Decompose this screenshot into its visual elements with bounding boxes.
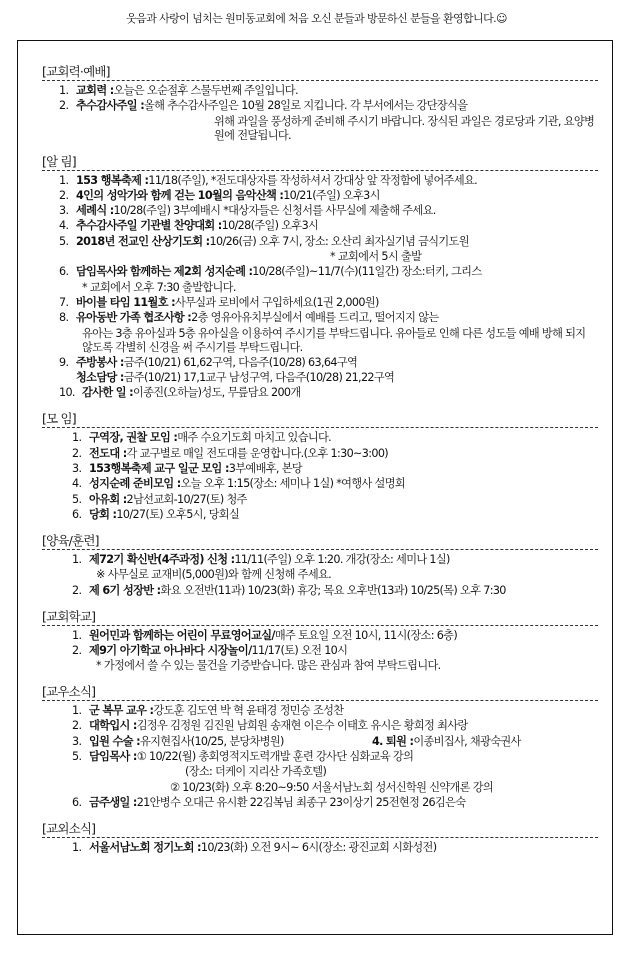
item-label: 서울서남노회 정기노회 : (89, 840, 201, 854)
item-number: 7. (59, 295, 69, 309)
item-number: 4. (72, 477, 82, 491)
section-title-notices: [알 림] (42, 153, 598, 171)
list-item (42, 508, 610, 522)
item-label: 담임목사 : (89, 750, 137, 764)
item-text: 사무실과 로비에서 구입하세요(1권 2,000원) (174, 295, 379, 309)
list-item (42, 462, 610, 476)
notices-list (42, 174, 610, 401)
list-item (42, 553, 610, 567)
item-sub-note: * 교회에서 5시 출발 (330, 250, 422, 264)
list-item (42, 584, 610, 598)
training-list (42, 553, 610, 598)
item-text: 21안병수 오대근 유시환 22김복님 최종구 23이상기 25전현정 26김은숙 (136, 795, 466, 809)
item-text: 11/11(주일) 오후 1:20. 개강(장소: 세미나 1실) (234, 552, 450, 566)
bulletin-content (42, 63, 610, 856)
item-label: 제 6기 성장반 : (89, 583, 161, 597)
item-text: 매주 수요기도회 마치고 있습니다. (177, 431, 332, 445)
item-number: 2. (72, 446, 82, 460)
list-item (42, 265, 610, 279)
item-number: 2. (72, 643, 82, 657)
item-number: 3. (72, 734, 82, 748)
item-label: 추수감사주일 기관별 찬양대회 : (76, 219, 222, 233)
item-text: 10/26(금) 오후 7시, 장소: 오산리 최자실기념 금식기도원 (209, 234, 469, 248)
item-number: 9. (59, 355, 69, 369)
item-text: 10/27(토) 오후5시, 당회실 (116, 507, 240, 521)
list-item (42, 386, 610, 400)
list-item (42, 796, 610, 810)
item-text: 화요 오전반(11과) 10/23(화) 휴강; 목요 오후반(13과) 10/25(목) 오후 7:30 (160, 583, 506, 597)
item-label: 당회 : (89, 507, 117, 521)
section-title-meetings: [모 임] (42, 410, 598, 428)
item-number: 1. (72, 628, 82, 642)
list-item (42, 735, 610, 749)
list-item (42, 644, 610, 658)
item-text: 3부예배후, 본당 (228, 462, 303, 476)
list-item (42, 204, 610, 218)
item-sub-note: * 교회에서 오후 7:30 출발합니다. (82, 280, 236, 294)
item-label: 대학입시 : (89, 719, 137, 733)
item-text: 오늘은 오순절후 스물두번째 주일입니다. (113, 84, 298, 97)
list-item (42, 174, 610, 188)
item-label: 아유회 : (89, 492, 127, 506)
item-text: 2층 영유아유치부실에서 예배를 드리고, 떨어지지 않는 (191, 311, 439, 325)
item-label: 주방봉사 : (76, 355, 124, 369)
list-item (42, 189, 610, 203)
item-number: 2. (72, 719, 82, 733)
list-item (42, 84, 610, 98)
list-item (42, 371, 610, 385)
item-label: 바이블 타임 11월호 : (76, 295, 175, 309)
item-text: 10/28(주일) 3부예배시 *대상자들은 신청서를 사무실에 제출해 주세요. (113, 204, 436, 218)
item-text: 올해 추수감사주일은 10월 28일로 지킵니다. 각 부서에서는 강단장식을 (144, 99, 468, 113)
item-label: 153행복축제 교구 일군 모임 : (89, 462, 229, 476)
welcome-greeting: 웃음과 사랑이 넘치는 원미동교회에 처음 오신 분들과 방문하신 분들을 환영합니다.☺ (126, 12, 507, 25)
item-number: 4. (59, 219, 69, 233)
list-item (42, 719, 610, 733)
item-text: 유지현집사(10/25, 분당차병원) (139, 734, 284, 748)
list-item (42, 99, 610, 113)
item-label: 전도대 : (89, 446, 127, 460)
item-label: 4인의 성악가와 함께 걷는 10월의 음악산책 : (76, 188, 284, 202)
item-text: 11/17(토) 오전 10시 (251, 643, 348, 657)
section-title-training: [양육/훈련] (42, 532, 598, 550)
item-number: 8. (59, 311, 69, 325)
item-text: 각 교구별로 매일 전도대를 운영합니다.(오후 1:30~3:00) (126, 446, 389, 460)
list-item (42, 296, 610, 310)
item-text: 10/23(화) 오전 9시~ 6시(장소: 광진교회 시화성전) (200, 840, 437, 854)
item-number: 2. (59, 99, 69, 113)
item-sub-note: (장소: 더케이 지리산 가족호텔) (185, 765, 327, 779)
item-number: 6. (59, 265, 69, 279)
item-text: 매주 토요일 오전 10시, 11시(장소: 6층) (274, 628, 458, 642)
item-label: 원어민과 함께하는 어린이 무료영어교실/ (89, 628, 275, 642)
item-number: 2. (59, 188, 69, 202)
list-item (42, 477, 610, 491)
item-label: 유아동반 가족 협조사항 : (76, 311, 192, 325)
list-item (42, 356, 610, 370)
item-number: 1. (59, 173, 69, 187)
item-number: 6. (72, 795, 82, 809)
section-title-external: [교외소식] (42, 820, 598, 838)
list-item (42, 219, 610, 233)
item-text: 11/18(주일), *전도대상자를 작성하셔서 강대상 앞 작정함에 넣어주세요. (148, 173, 478, 187)
members-list (42, 704, 610, 810)
item-label: 4. 퇴원 : (371, 734, 414, 748)
list-item (42, 629, 610, 643)
list-item (42, 235, 610, 249)
calendar-list (42, 84, 610, 143)
item-number: 1. (72, 431, 82, 445)
item-number: 6. (72, 507, 82, 521)
list-item (42, 841, 610, 855)
item-text: 이종진(오하늘)성도, 무릎담요 200개 (132, 386, 301, 400)
item-text: 이종비집사, 채광숙권사 (413, 734, 521, 748)
item-text: 김정우 김정원 김진원 남희원 송재현 이은수 이태호 유시은 황희정 최사랑 (136, 719, 468, 733)
item-number: 1. (72, 840, 82, 854)
item-label: 2018년 전교인 산상기도회 : (76, 234, 210, 248)
external-list (42, 841, 610, 855)
item-label: 입원 수술 : (89, 734, 140, 748)
meetings-list (42, 431, 610, 521)
item-text: 10/28(주일) 오후3시 (221, 219, 319, 233)
item-label: 금주생일 : (89, 795, 137, 809)
list-item (42, 447, 610, 461)
item-sub-note: ※ 사무실로 교재비(5,000원)와 함께 신청해 주세요. (96, 568, 332, 582)
item-text: 금주(10/21) 61,62구역, 다음주(10/28) 63,64구역 (123, 355, 358, 369)
item-number: 1. (59, 84, 69, 97)
item-label: 교회력 : (76, 84, 114, 97)
item-label: 감사한 일 : (82, 386, 133, 400)
item-number: 3. (59, 204, 69, 218)
item-label: 군 복무 교우 : (89, 704, 154, 718)
section-title-school: [교회학교] (42, 608, 598, 626)
item-sub-note: * 가정에서 쓸 수 있는 물건을 기증받습니다. 많은 관심과 참여 부탁드립니다. (96, 659, 441, 673)
item-number: 5. (59, 234, 69, 248)
item-text: 오늘 오후 1:15(장소: 세미나 1실) *여행사 설명회 (180, 477, 406, 491)
item-number: 10. (59, 386, 75, 400)
bulletin-box (17, 40, 613, 935)
item-number: 1. (72, 704, 82, 718)
section-title-members: [교우소식] (42, 683, 598, 701)
list-item (42, 704, 610, 718)
item-text: ① 10/22(월) 총회영적지도력개발 훈련 강사단 심화교육 강의 (136, 750, 414, 764)
item-continuation: 유아는 3층 유아실과 5층 유아실을 이용하여 주시기를 부탁드립니다. 유아들로 인해 다른 성도들 예배 방해 되지 않도록 각별히 신경을 써 주시기를 부탁드립니다. (82, 326, 586, 354)
item-text: 2남선교회-10/27(토) 청주 (126, 492, 247, 506)
item-label: 제9기 아기학교 아나바다 시장놀이/ (89, 643, 252, 657)
item-number: 2. (72, 583, 82, 597)
list-item (42, 431, 610, 445)
item-label: 제72기 확신반(4주과정) 신청 : (89, 552, 235, 566)
item-label: 세례식 : (76, 204, 114, 218)
item-label: 청소담당 : (76, 371, 124, 385)
item-number: 1. (72, 552, 82, 566)
item-text: 강도훈 김도연 박 혁 윤태경 정민승 조성찬 (153, 704, 344, 718)
school-list (42, 629, 610, 674)
list-item (42, 750, 610, 764)
item-label: 성지순례 준비모임 : (89, 477, 181, 491)
item-label: 추수감사주일 : (76, 99, 145, 113)
item-sub-note: ② 10/23(화) 오후 8:20~9:50 서울서남노회 성서신학원 신약개론 강의 (170, 780, 494, 794)
list-item (42, 493, 610, 507)
item-text: 금주(10/21) 17,1교구 남성구역, 다음주(10/28) 21,22구역 (123, 371, 395, 385)
item-number: 5. (72, 492, 82, 506)
item-number: 5. (72, 750, 82, 764)
item-continuation: 위해 과일을 풍성하게 준비해 주시기 바랍니다. 장식된 과일은 경로당과 기관, 요양병원에 전달됩니다. (214, 114, 595, 142)
item-label: 구역장, 권찰 모임 : (89, 431, 178, 445)
item-label: 담임목사와 함께하는 제2회 성지순례 : (76, 265, 253, 279)
section-title-calendar: [교회력·예배] (42, 63, 598, 81)
item-text: 10/28(주일)~11/7(수)(11일간) 장소:터키, 그리스 (252, 265, 482, 279)
list-item (42, 311, 610, 325)
item-label: 153 행복축제 : (76, 173, 149, 187)
item-number: 3. (72, 462, 82, 476)
item-text: 10/21(주일) 오후3시 (283, 188, 380, 202)
